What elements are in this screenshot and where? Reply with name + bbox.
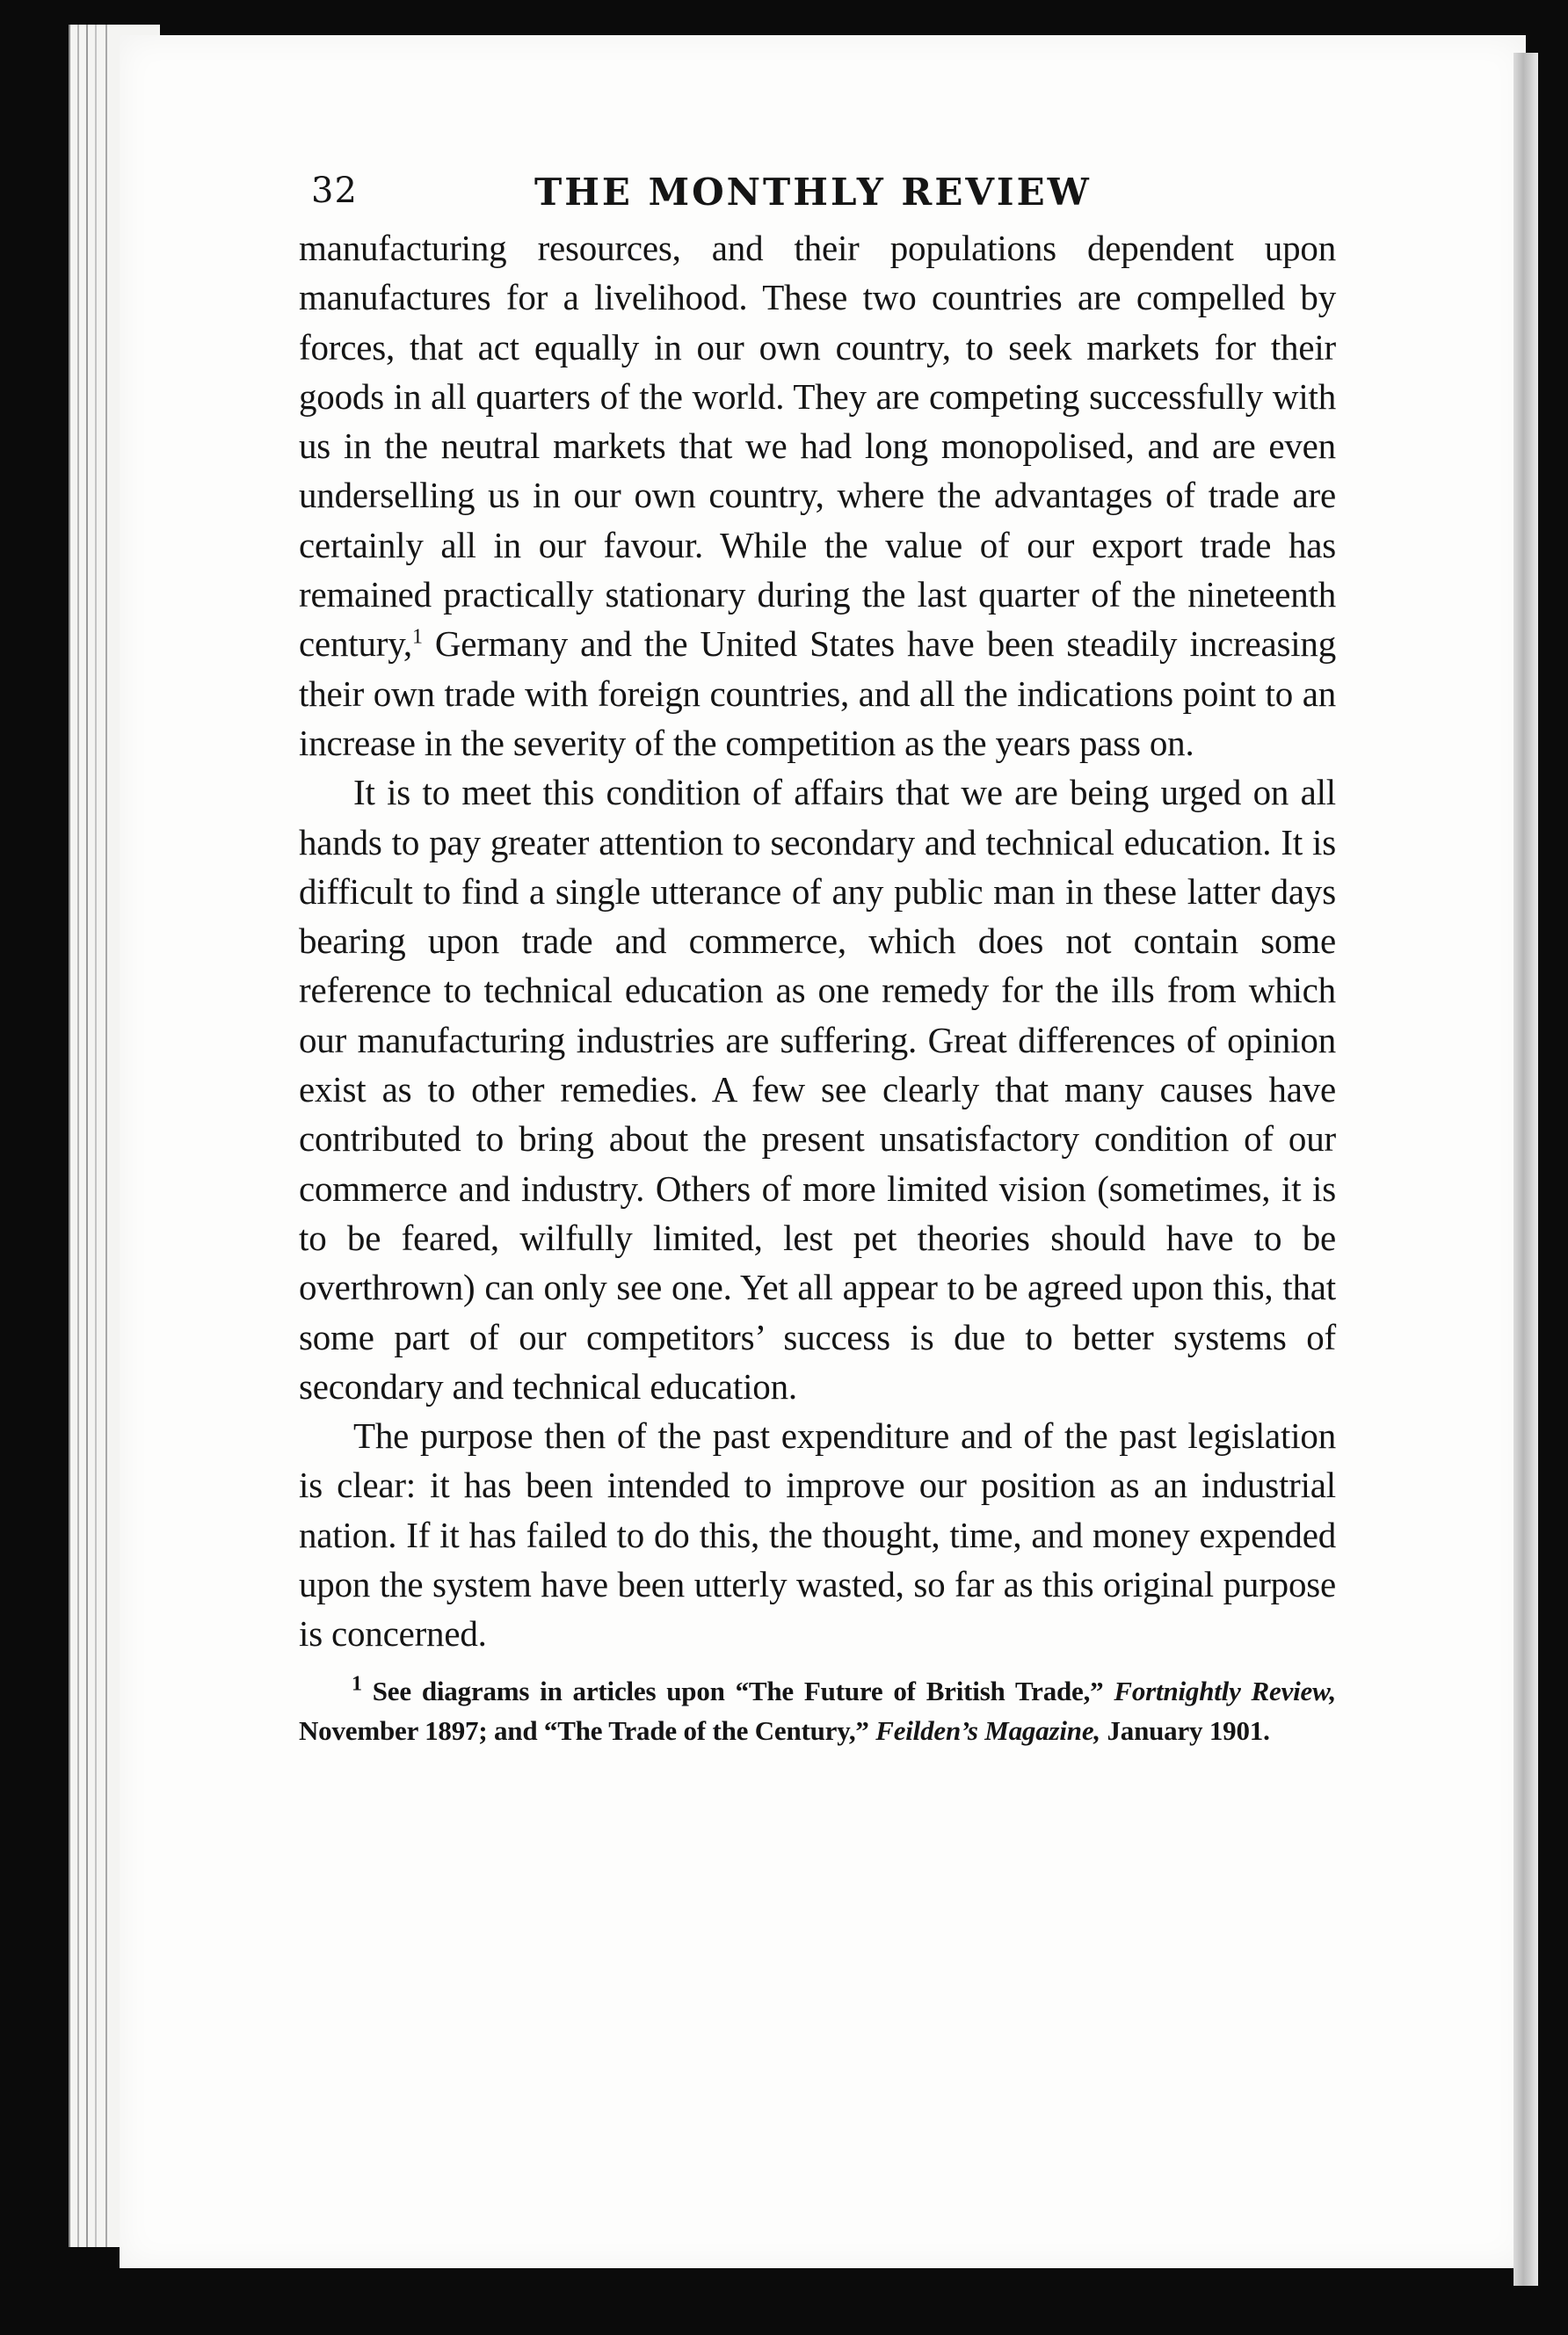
paragraph-1-text: manufacturing resources, and their populations dependent upon manufactures for a livelihood. These two countries are compelled by forces, that act equally in our own country, to seek markets for their goods in all quarters of the world. They are competing successfully with us in the neutral markets that we had long monopolised, and are even underselling us in our own country, where the advantages of trade are certainly all in our favour. While the value of our export trade has remained practically stationary during the last quarter of the nineteenth century, <box>299 228 1336 665</box>
body-paragraph-3: The purpose then of the past expenditure and of the past legislation is clear: it has been intended to improve our position as an industrial nation. If it has failed to do this, the thought, time, and money expended upon the system have been utterly wasted, so far as this original purpose is concerned. <box>299 1415 1336 1655</box>
footnote-citation-fortnightly: Fortnightly Review, <box>1114 1675 1336 1706</box>
body-paragraph-1 <box>299 223 1336 767</box>
footnote-text-a: See diagrams in articles upon “The Future of British Trade,” <box>361 1675 1114 1706</box>
paragraph-1-continuation: Germany and the United States have been steadily increasing their own trade with foreign countries, and all the indications point to an increase in the severity of the competition as the years pass on. <box>299 623 1336 763</box>
footnote-text-b: November 1897; and “The Trade of the Century,” <box>299 1714 876 1746</box>
scan-background-strip <box>1538 0 1568 2335</box>
footnote-text-c: January 1901. <box>1100 1714 1270 1746</box>
footnote-citation-feilden: Feilden’s Magazine, <box>875 1714 1100 1746</box>
page-number: 32 <box>311 171 358 211</box>
footnote <box>299 1671 1336 1750</box>
body-paragraph-2: It is to meet this condition of affairs that we are being urged on all hands to pay greater attention to secondary and technical education. It is difficult to find a single utterance of any public man in these latter days bearing upon trade and commerce, which does not contain some reference to technical education as one remedy for the ills from which our manufacturing industries are suffering. Great differences of opinion exist as to other remedies. A few see clearly that many causes have contributed to bring about the present unsatisfactory condition of our commerce and industry. Others of more limited vision (sometimes, it is to be feared, wilfully limited, lest pet theories should have to be overthrown) can only see one. Yet all appear to be agreed upon this, that some part of our competitors’ success is due to better systems of secondary and technical education. <box>299 772 1336 1407</box>
running-title: THE MONTHLY REVIEW <box>534 171 1092 214</box>
running-head <box>299 167 1336 220</box>
footnote-reference: 1 <box>411 625 423 649</box>
book-binding-shadow <box>1514 53 1538 2286</box>
footnote-mark: 1 <box>352 1672 362 1696</box>
page-content <box>299 167 1336 1750</box>
